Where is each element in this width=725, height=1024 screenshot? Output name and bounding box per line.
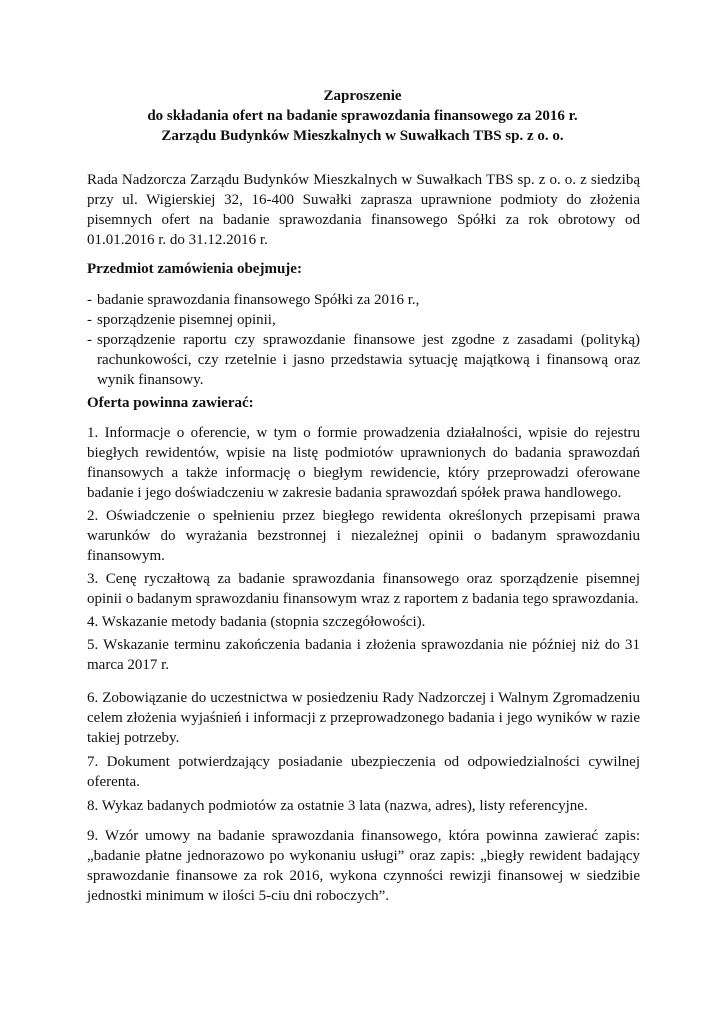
offer-point-text: 6. Zobowiązanie do uczestnictwa w posiedzeniu Rady Nadzorczej i Walnym Zgromadzeniu celem złożenia wyjaśnień i informacji z przeprowadzonego badania i jego wyników w razie takiej potrzeby. <box>87 690 640 746</box>
list-item <box>87 330 640 390</box>
offer-point-text: 3. Cenę ryczałtową za badanie sprawozdania finansowego oraz sporządzenie pisemnej opinii o badanym sprawozdaniu finansowym wraz z raportem z badania tego sprawozdania. <box>87 571 640 607</box>
list-dash: - <box>87 292 92 308</box>
offer-point-text: 4. Wskazanie metody badania (stopnia szczegółowości). <box>87 614 426 630</box>
list-item-text: badanie sprawozdania finansowego Spółki za 2016 r., <box>97 292 420 308</box>
offer-point-2 <box>87 506 640 566</box>
offer-point-text: 9. Wzór umowy na badanie sprawozdania finansowego, która powinna zawierać zapis: „badanie płatne jednorazowo po wykonaniu usługi” oraz zapis: „biegły rewident badający sprawozdanie finansowe za rok 2016, wykona czynności rewizji finansowej w siedzibie jednostki minimum w ilości 5-ciu dni roboczych”. <box>87 828 640 904</box>
title-line-1: Zaproszenie <box>323 88 402 104</box>
intro-paragraph <box>87 170 640 250</box>
scope-heading: Przedmiot zamówienia obejmuje: <box>87 261 302 277</box>
offer-heading: Oferta powinna zawierać: <box>87 395 254 411</box>
offer-point-3 <box>87 569 640 609</box>
offer-point-6 <box>87 688 640 748</box>
list-item <box>87 310 640 330</box>
offer-point-text: 7. Dokument potwierdzający posiadanie ubezpieczenia od odpowiedzialności cywilnej oferenta. <box>87 754 640 790</box>
offer-point-9 <box>87 826 640 906</box>
list-dash: - <box>87 312 92 328</box>
list-item-text: sporządzenie pisemnej opinii, <box>97 312 276 328</box>
list-item-text: sporządzenie raportu czy sprawozdanie finansowe jest zgodne z zasadami (polityką) rachunkowości, czy rzetelnie i jasno przedstawia sytuację majątkową i finansową oraz wynik finansowy. <box>97 332 640 388</box>
offer-point-text: 8. Wykaz badanych podmiotów za ostatnie 3 lata (nazwa, adres), listy referencyjne. <box>87 798 588 814</box>
offer-point-7 <box>87 752 640 792</box>
scope-list <box>87 290 640 390</box>
intro-text: Rada Nadzorcza Zarządu Budynków Mieszkalnych w Suwałkach TBS sp. z o. o. z siedzibą przy ul. Wigierskiej 32, 16-400 Suwałki zaprasza uprawnione podmioty do złożenia pisemnych ofert na badanie sprawozdania finansowego Spółki za rok obrotowy od 01.01.2016 r. do 31.12.2016 r. <box>87 172 640 248</box>
offer-point-text: 5. Wskazanie terminu zakończenia badania i złożenia sprawozdania nie później niż do 31 marca 2017 r. <box>87 637 640 673</box>
offer-point-text: 1. Informacje o oferencie, w tym o formie prowadzenia działalności, wpisie do rejestru biegłych rewidentów, wpisie na listę podmiotów uprawnionych do badania sprawozdań finansowych a także informację o biegłym rewidencie, który przeprowadzi oferowane badanie i jego doświadczeniu w zakresie badania sprawozdań spółek prawa handlowego. <box>87 425 640 501</box>
offer-point-1 <box>87 423 640 503</box>
offer-point-5 <box>87 635 640 675</box>
title-line-2: do składania ofert na badanie sprawozdania finansowego za 2016 r. <box>147 108 578 124</box>
document-title <box>0 86 725 146</box>
list-dash: - <box>87 332 92 348</box>
offer-point-4 <box>87 612 640 632</box>
offer-point-text: 2. Oświadczenie o spełnieniu przez biegłego rewidenta określonych przepisami prawa warunków do wyrażania bezstronnej i niezależnej opinii o badanym sprawozdaniu finansowym. <box>87 508 640 564</box>
list-item <box>87 290 640 310</box>
title-line-3: Zarządu Budynków Mieszkalnych w Suwałkach TBS sp. z o. o. <box>161 128 564 144</box>
offer-point-8 <box>87 796 640 816</box>
